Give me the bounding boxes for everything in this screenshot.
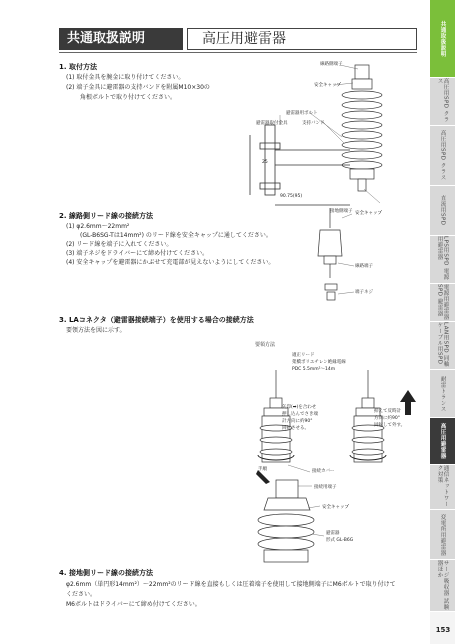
section1-line-2: (2) 端子金具に避雷器の支持バンドを附属M10×30の: [66, 84, 210, 91]
section4-line-3: M6ボルトはドライバーにて締め付けてください。: [66, 601, 201, 608]
label-screw: 端子ネジ: [355, 290, 373, 295]
push-note-4: 回転させる。: [282, 426, 309, 431]
label-arrester: 避雷器: [326, 531, 340, 536]
sidebar-tab-label: LPS用SPD 電源用避雷器: [436, 236, 449, 281]
push-note-2: 押し込んでさき端: [282, 412, 318, 417]
section1-line-3: 角根ボルトで取り付けてください。: [80, 94, 177, 101]
label-connector-terminal: 接続用端子: [314, 485, 337, 490]
pull-note-1: 抑えて反時計: [374, 409, 401, 414]
section4-heading: 4. 接地側リード線の接続方法: [59, 569, 153, 577]
label-terminal: 線路端子: [355, 264, 373, 269]
section1-heading: 1. 取付方法: [59, 63, 97, 71]
label-safety-cap-1: 安全キャップ: [314, 83, 341, 88]
mounting-diagram: [240, 55, 425, 215]
section2-line-2: (GL-B6SG-Tは14mm²) のリード線を安全キャップに通してください。: [80, 232, 272, 239]
label-support-band-bolt: 避雷器用ボルト: [286, 111, 318, 116]
page-number: 153: [435, 626, 451, 634]
section3-intro: 要領方法を図に示す。: [66, 327, 126, 334]
push-note-1: 矢印(➡)を合わせ: [282, 405, 317, 410]
sidebar-tab-label: 通信ネットワーク対策: [436, 465, 449, 507]
sidebar-tab-12[interactable]: [430, 560, 455, 612]
label-arrester-model: 形式 GL-B6G: [326, 538, 354, 543]
section2-line-5: (4) 安全キャップを避雷器にかぶせて充電部が見えないようにしてください。: [66, 259, 275, 266]
pull-note-2: 方向に約90°: [374, 416, 400, 421]
sidebar-tab-label: 高圧用SPD クラス: [439, 130, 446, 181]
sidebar-tab-4[interactable]: [430, 186, 455, 236]
sidebar-tab-6[interactable]: [430, 284, 455, 322]
sidebar-tab-label: 直流用SPD: [439, 195, 446, 226]
sidebar-tab-8[interactable]: [430, 370, 455, 418]
sidebar-tab-label: サージ吸収器 試験器ほか: [436, 560, 449, 611]
label-dim-width: 90.75(95): [280, 194, 303, 199]
label-connector-cover: 接続カバー: [312, 469, 335, 474]
section2-line-1: (1) φ2.6mm～22mm²: [66, 223, 130, 230]
sidebar-tab-label: 耐雷トランス: [439, 375, 446, 412]
sidebar-tab-9[interactable]: [430, 418, 455, 465]
sidebar-tab-11[interactable]: [430, 510, 455, 560]
sidebar-tab-label: 高圧用避雷器: [439, 423, 446, 459]
section2-line-4: (3) 端子ネジをドライバーにて締め付けてください。: [66, 250, 209, 257]
sidebar-tab-3[interactable]: [430, 126, 455, 186]
section2-line-3: (2) リード線を端子に入れてください。: [66, 241, 173, 248]
sidebar-tab-label: 変電所用避雷器: [439, 513, 446, 556]
sidebar-tab-1[interactable]: [430, 0, 455, 78]
label-dim-height: 25: [262, 160, 268, 165]
sidebar-tab-7[interactable]: [430, 322, 455, 370]
sidebar-tab-5[interactable]: [430, 236, 455, 284]
cable-note-1: 適正リード: [292, 353, 315, 358]
label-safety-cap-3: 安全キャップ: [322, 505, 349, 510]
push-note-3: 計方向に約90°: [282, 419, 313, 424]
section4-line-2: ください。: [66, 591, 97, 598]
label-mount-bracket: 避雷器取付金具: [256, 121, 288, 126]
label-ground-terminal: 接地側端子: [330, 209, 353, 214]
section3-heading: 3. LAコネクタ（避雷器接続端子）を使用する場合の接続方法: [59, 316, 254, 324]
cable-note-3: PDC 5.5mm²～14m: [292, 367, 336, 372]
label-safety-cap-2: 安全キャップ: [355, 211, 382, 216]
section2-heading: 2. 線路側リード線の接続方法: [59, 212, 153, 220]
cable-note-2: 架橋ポリエチレン絶縁電線: [292, 360, 346, 365]
label-support-band: 支持バンド: [302, 121, 325, 126]
sidebar-tab-10[interactable]: [430, 465, 455, 510]
label-hand: 手順: [258, 467, 267, 472]
header-rule: [59, 52, 417, 53]
sidebar-tab-label: LAN用SPD 同軸ケーブル用SPD: [436, 322, 449, 368]
category-label: 共通取扱説明: [59, 28, 183, 50]
pull-note-3: 回転して外す。: [374, 423, 406, 428]
label-line-terminal: 線路側端子: [320, 62, 343, 67]
section1-line-1: (1) 取付金具を腕金に取り付けてください。: [66, 74, 185, 81]
page-title: 高圧用避雷器: [187, 28, 417, 50]
section4-line-1: φ2.6mm（単円形14mm²）～22mm²のリード線を直接もしくは圧着端子を使用して接地側端子にM6ボルトで取り付けて: [66, 581, 396, 588]
procedure-title: 要領方法: [255, 342, 276, 348]
sidebar-tab-label: 高圧用SPD クラス: [436, 78, 449, 123]
sidebar-tab-label: 共通取扱説明: [439, 20, 446, 57]
sidebar-tab-label: 電源用避雷器SPD 避雷器: [436, 284, 449, 320]
sidebar-tab-2[interactable]: [430, 78, 455, 126]
